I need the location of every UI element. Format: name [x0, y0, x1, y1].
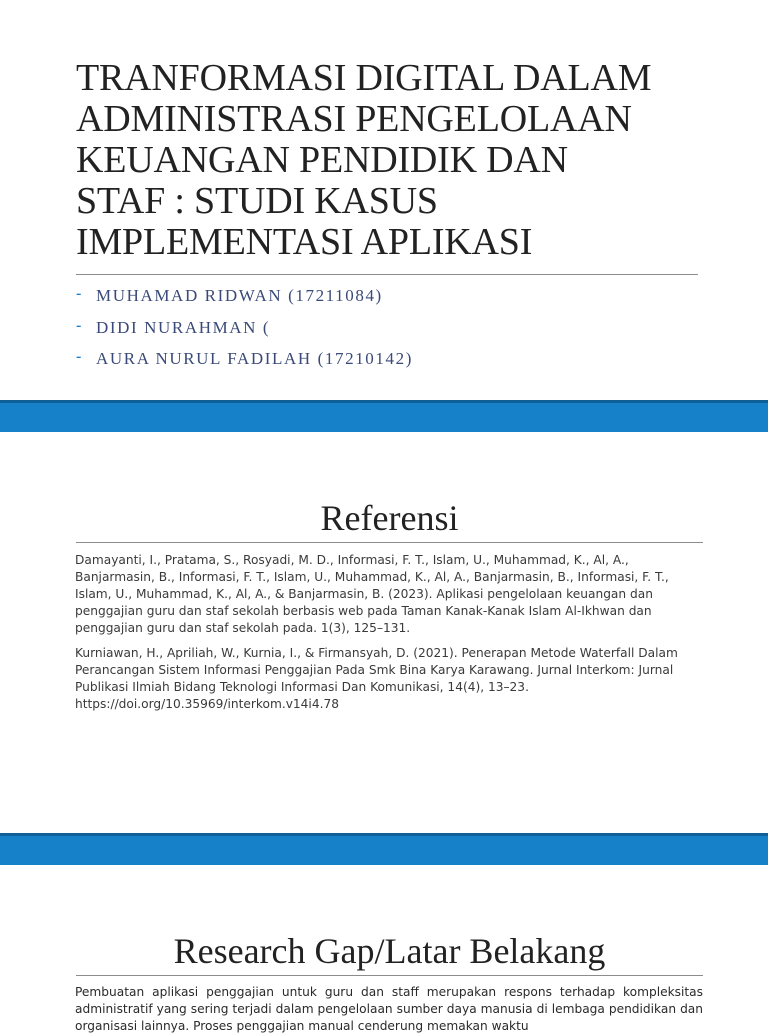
reference-entry: Damayanti, I., Pratama, S., Rosyadi, M. D., Informasi, F. T., Islam, U., Muhammad, K., Al, A., Banjarmasin, B., Informasi, F. T., Islam, U., Muhammad, K., Al, A., Banjarmasin, B., Informasi, F. T., Islam, U., Muhammad, K., Al, A., & Banjarmasin, B. (2023). Aplikasi pengelolaan keuangan dan penggajian guru dan staf sekolah berbasis web pada Taman Kanak-Kanak Islam Al-Ikhwan dan penggajian guru dan staf sekolah pada. 1(3), 125–131.: [75, 553, 669, 635]
reference-entry: Kurniawan, H., Apriliah, W., Kurnia, I., & Firmansyah, D. (2021). Penerapan Metode Waterfall Dalam Perancangan Sistem Informasi Penggajian Pada Smk Bina Karya Karawang. Jurnal Interkom: Jurnal Publikasi Ilmiah Bidang Teknologi Informasi Dan Komunikasi, 14(4), 13–23. https://doi.org/10.35969/interkom.v14i4.78: [75, 646, 678, 711]
dash-bullet-icon: -: [76, 285, 83, 302]
background-divider: [76, 975, 703, 976]
title-divider: [76, 274, 698, 275]
author-item: [76, 282, 413, 314]
background-paragraph: Pembuatan aplikasi penggajian untuk guru dan staff merupakan respons terhadap kompleksitas administratif yang sering terjadi dalam pengelolaan sumber daya manusia di lembaga pendidikan dan organisasi lainnya. Proses penggajian manual cenderung memakan waktu: [75, 985, 703, 1033]
slide-separator-shadow: [0, 833, 768, 836]
slide-separator-shadow: [0, 400, 768, 403]
references-divider: [76, 542, 703, 543]
references-title: Referensi: [320, 498, 459, 538]
slide-separator-band: [0, 833, 768, 865]
author-item: [76, 314, 413, 346]
reference-list: [75, 552, 705, 721]
slide-title: TRANFORMASI DIGITAL DALAM ADMINISTRASI PENGELOLAAN KEUANGAN PENDIDIK DAN STAF : STUDI KASUS IMPLEMENTASI APLIKASI: [76, 57, 652, 263]
background-title: Research Gap/Latar Belakang: [173, 931, 606, 971]
author-list: [76, 282, 413, 377]
author-name: DIDI NURAHMAN (: [96, 317, 271, 337]
author-name: MUHAMAD RIDWAN (17211084): [96, 286, 383, 305]
slide-separator-band: [0, 400, 768, 432]
author-name: AURA NURUL FADILAH (17210142): [96, 349, 413, 368]
dash-bullet-icon: -: [76, 316, 83, 334]
title-slide: [0, 0, 768, 400]
author-item: [76, 345, 413, 377]
dash-bullet-icon: -: [76, 348, 83, 365]
